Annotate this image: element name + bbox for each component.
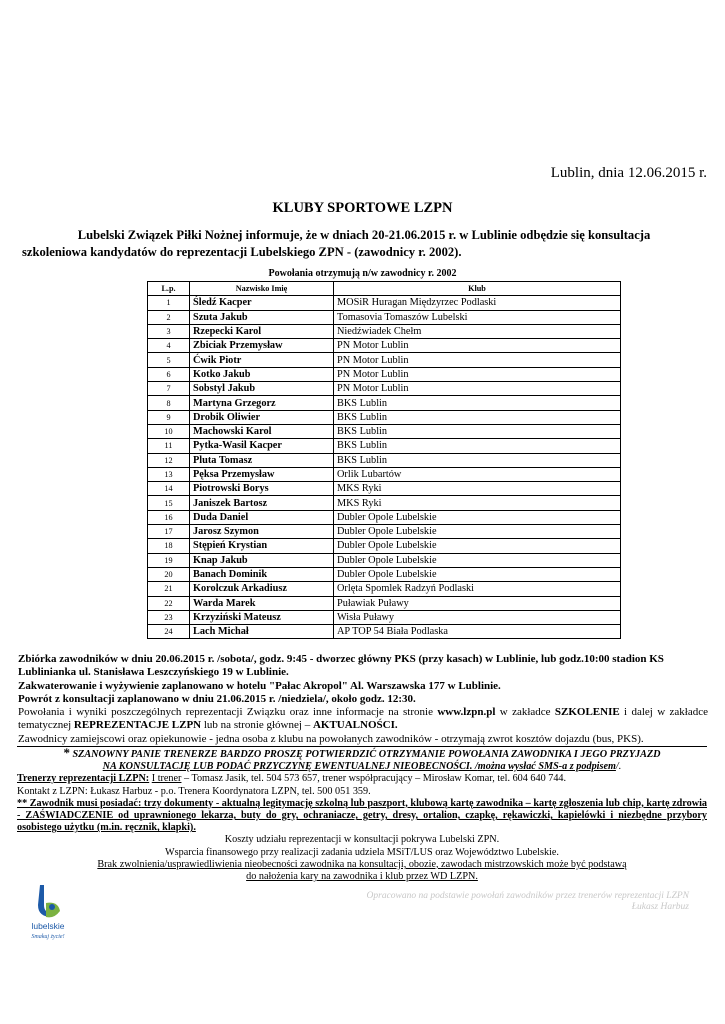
row-lp: 2 bbox=[148, 310, 190, 324]
document-title: KLUBY SPORTOWE LZPN bbox=[272, 200, 453, 216]
row-club: AP TOP 54 Biała Podlaska bbox=[334, 625, 621, 639]
row-club: BKS Lublin bbox=[334, 424, 621, 438]
row-lp: 20 bbox=[148, 567, 190, 581]
table-row bbox=[148, 339, 621, 353]
row-name: Krzyziński Mateusz bbox=[190, 610, 334, 624]
row-club: BKS Lublin bbox=[334, 410, 621, 424]
table-row bbox=[148, 396, 621, 410]
document-date: Lublin, dnia 12.06.2015 r. bbox=[550, 165, 707, 181]
row-name: Zbiciak Przemysław bbox=[190, 339, 334, 353]
table-row bbox=[148, 382, 621, 396]
table-row bbox=[148, 424, 621, 438]
row-club: BKS Lublin bbox=[334, 453, 621, 467]
row-name: Warda Marek bbox=[190, 596, 334, 610]
row-name: Korolczuk Arkadiusz bbox=[190, 582, 334, 596]
header-club: Klub bbox=[334, 282, 621, 296]
row-club: Dubler Opole Lubelskie bbox=[334, 525, 621, 539]
row-club: Wisła Puławy bbox=[334, 610, 621, 624]
table-row bbox=[148, 582, 621, 596]
row-lp: 6 bbox=[148, 367, 190, 381]
website-link[interactable]: www.lzpn.pl bbox=[437, 706, 496, 719]
logo-slogan: Smakuj życie! bbox=[31, 934, 65, 940]
table-row bbox=[148, 410, 621, 424]
lubelskie-logo-icon bbox=[26, 883, 70, 941]
row-lp: 1 bbox=[148, 296, 190, 310]
header-name: Nazwisko Imię bbox=[190, 282, 334, 296]
documents-info: ** Zawodnik musi posiadać: trzy dokumenty - aktualną legitymację szkolną lub paszport, klubową kartę zawodnika – kartę zgłoszenia lub chip, kartę zdrowia - ZAŚWIADCZENIE od uprawnionego lekarza, buty do gry, ochraniacze, getry, dresy, ortalion, czapkę, rękawiczki, kapielówki i niezbędne przybory osobistego użytku (m.in. ręcznik, klapki). bbox=[17, 797, 708, 834]
notice-section bbox=[17, 746, 707, 883]
table-row bbox=[148, 596, 621, 610]
travel-info: Zawodnicy zamiejscowi oraz opiekunowie - jedna osoba z klubu na powołanych zawodników - otrzymają zwrot kosztów dojazdu (bus, PKS). bbox=[18, 732, 644, 745]
contact-info: Kontakt z LZPN: Łukasz Harbuz - p.o. Trenera Koordynatora LZPN, tel. 500 051 359. bbox=[17, 785, 371, 797]
table-row bbox=[148, 296, 621, 310]
row-club: PN Motor Lublin bbox=[334, 339, 621, 353]
row-club: Dubler Opole Lubelskie bbox=[334, 567, 621, 581]
row-name: Martyna Grzegorz bbox=[190, 396, 334, 410]
table-row bbox=[148, 525, 621, 539]
results-info: Powołania i wyniki poszczególnych reprezentacji Związku oraz inne informacje na stronie www.lzpn.pl w zakładce SZKOLENIE i dalej w zakładce tematycznej REPREZENTACJE LZPN lub na stronie głównej – AKTUALNOŚCI. bbox=[18, 706, 708, 732]
row-club: BKS Lublin bbox=[334, 396, 621, 410]
row-lp: 5 bbox=[148, 353, 190, 367]
row-lp: 11 bbox=[148, 439, 190, 453]
row-name: Kotko Jakub bbox=[190, 367, 334, 381]
table-caption: Powołania otrzymują n/w zawodnicy r. 2002 bbox=[268, 268, 457, 279]
row-name: Pęksa Przemysław bbox=[190, 467, 334, 481]
row-club: PN Motor Lublin bbox=[334, 382, 621, 396]
row-name: Pytka-Wasil Kacper bbox=[190, 439, 334, 453]
table-row bbox=[148, 625, 621, 639]
row-club: Dubler Opole Lubelskie bbox=[334, 553, 621, 567]
row-lp: 12 bbox=[148, 453, 190, 467]
header-lp: L.p. bbox=[148, 282, 190, 296]
row-name: Janiszek Bartosz bbox=[190, 496, 334, 510]
table-row bbox=[148, 553, 621, 567]
table-row bbox=[148, 467, 621, 481]
row-lp: 14 bbox=[148, 482, 190, 496]
accommodation-info: Zakwaterowanie i wyżywienie zaplanowano w hotelu "Pałac Akropol" Al. Warszawska 177 w Lublinie. bbox=[18, 679, 501, 692]
table-row bbox=[148, 324, 621, 338]
row-name: Sobstyl Jakub bbox=[190, 382, 334, 396]
players-table bbox=[147, 281, 621, 639]
row-club: Niedźwiadek Chełm bbox=[334, 324, 621, 338]
row-name: Ćwik Piotr bbox=[190, 353, 334, 367]
lubelskie-logo bbox=[26, 883, 70, 941]
row-club: MOSiR Huragan Międzyrzec Podlaski bbox=[334, 296, 621, 310]
penalty-info-2: do nałożenia kary na zawodnika i klub przez WD LZPN. bbox=[246, 871, 478, 883]
row-name: Pluta Tomasz bbox=[190, 453, 334, 467]
costs-info: Koszty udziału reprezentacji w konsultacji pokrywa Lubelski ZPN. bbox=[224, 834, 500, 846]
row-lp: 19 bbox=[148, 553, 190, 567]
table-row bbox=[148, 510, 621, 524]
row-lp: 16 bbox=[148, 510, 190, 524]
row-name: Śledź Kacper bbox=[190, 296, 334, 310]
row-lp: 23 bbox=[148, 610, 190, 624]
row-club: Dubler Opole Lubelskie bbox=[334, 510, 621, 524]
row-club: Orlęta Spomlek Radzyń Podlaski bbox=[334, 582, 621, 596]
table-row bbox=[148, 610, 621, 624]
row-club: Tomasovia Tomaszów Lubelski bbox=[334, 310, 621, 324]
row-name: Drobik Oliwier bbox=[190, 410, 334, 424]
return-info: Powrót z konsultacji zaplanowano w dniu 21.06.2015 r. /niedziela/, około godz. 12:30. bbox=[18, 692, 416, 705]
row-club: BKS Lublin bbox=[334, 439, 621, 453]
confirm-notice-2: NA KONSULTACJĘ LUB PODAĆ PRZYCZYNĘ EWENTUALNEJ NIEOBECNOŚCI. /można wysłać SMS-a z podpisem/. bbox=[102, 761, 622, 773]
row-name: Jarosz Szymon bbox=[190, 525, 334, 539]
row-lp: 10 bbox=[148, 424, 190, 438]
row-lp: 9 bbox=[148, 410, 190, 424]
row-name: Lach Michał bbox=[190, 625, 334, 639]
row-lp: 13 bbox=[148, 467, 190, 481]
row-lp: 3 bbox=[148, 324, 190, 338]
row-lp: 21 bbox=[148, 582, 190, 596]
row-name: Szuta Jakub bbox=[190, 310, 334, 324]
row-lp: 17 bbox=[148, 525, 190, 539]
table-row bbox=[148, 367, 621, 381]
table-row bbox=[148, 567, 621, 581]
tab-reprezentacje: REPREZENTACJE LZPN bbox=[73, 719, 202, 732]
intro-line-2: szkoleniowa kandydatów do reprezentacji Lubelskiego ZPN - (zawodnicy r. 2002). bbox=[22, 245, 462, 259]
prepared-by-note: Opracowano na podstawie powołań zawodników przez trenerów reprezentacji LZPN Łukasz Harbuz bbox=[366, 891, 689, 912]
intro-paragraph bbox=[22, 227, 706, 261]
row-name: Stępień Krystian bbox=[190, 539, 334, 553]
tab-aktualnosci: AKTUALNOŚCI. bbox=[312, 719, 398, 732]
table-header-row bbox=[148, 282, 621, 296]
table-row bbox=[148, 310, 621, 324]
info-section bbox=[18, 653, 708, 746]
row-lp: 8 bbox=[148, 396, 190, 410]
row-name: Machowski Karol bbox=[190, 424, 334, 438]
funding-info: Wsparcia finansowego przy realizacji zadania udziela MSiT/LUS oraz Województwo Lubelskie. bbox=[165, 846, 559, 858]
row-lp: 22 bbox=[148, 596, 190, 610]
row-lp: 24 bbox=[148, 625, 190, 639]
table-row bbox=[148, 482, 621, 496]
intro-line-1: Lubelski Związek Piłki Nożnej informuje, że w dniach 20-21.06.2015 r. w Lublinie odbędzie się konsultacja bbox=[77, 228, 651, 242]
row-lp: 15 bbox=[148, 496, 190, 510]
row-club: PN Motor Lublin bbox=[334, 353, 621, 367]
row-club: Dubler Opole Lubelskie bbox=[334, 539, 621, 553]
row-club: PN Motor Lublin bbox=[334, 367, 621, 381]
row-name: Knap Jakub bbox=[190, 553, 334, 567]
tab-szkolenie: SZKOLENIE bbox=[554, 706, 620, 719]
row-name: Banach Dominik bbox=[190, 567, 334, 581]
confirm-notice-1: * SZANOWNY PANIE TRENERZE BARDZO PROSZĘ POTWIERDZIĆ OTRZYMANIE POWOŁANIA ZAWODNIKA I JEGO PRZYJAZD bbox=[63, 745, 661, 760]
row-name: Piotrowski Borys bbox=[190, 482, 334, 496]
row-name: Rzepecki Karol bbox=[190, 324, 334, 338]
row-lp: 18 bbox=[148, 539, 190, 553]
row-lp: 7 bbox=[148, 382, 190, 396]
logo-text: lubelskie bbox=[31, 921, 65, 931]
table-row bbox=[148, 353, 621, 367]
table-row bbox=[148, 539, 621, 553]
row-lp: 4 bbox=[148, 339, 190, 353]
row-club: Orlik Lubartów bbox=[334, 467, 621, 481]
gathering-info: Zbiórka zawodników w dniu 20.06.2015 r. /sobota/, godz. 9:45 - dworzec główny PKS (przy kasach) w Lublinie, lub godz.10:00 stadion KS Lublinianka ul. Stanisława Leszczyńskiego 19 w Lublinie. bbox=[18, 653, 664, 679]
coaches-info: Trenerzy reprezentacji LZPN: I trener – Tomasz Jasik, tel. 504 573 657, trener współpracujący – Mirosław Komar, tel. 604 640 744. bbox=[17, 773, 567, 785]
table-row bbox=[148, 439, 621, 453]
table-row bbox=[148, 453, 621, 467]
row-club: Puławiak Puławy bbox=[334, 596, 621, 610]
row-name: Duda Daniel bbox=[190, 510, 334, 524]
table-row bbox=[148, 496, 621, 510]
row-club: MKS Ryki bbox=[334, 482, 621, 496]
row-club: MKS Ryki bbox=[334, 496, 621, 510]
penalty-info-1: Brak zwolnienia/usprawiedliwienia nieobecności zawodnika na konsultacji, obozie, zawodach mistrzowskich może być podstawą bbox=[97, 858, 627, 870]
